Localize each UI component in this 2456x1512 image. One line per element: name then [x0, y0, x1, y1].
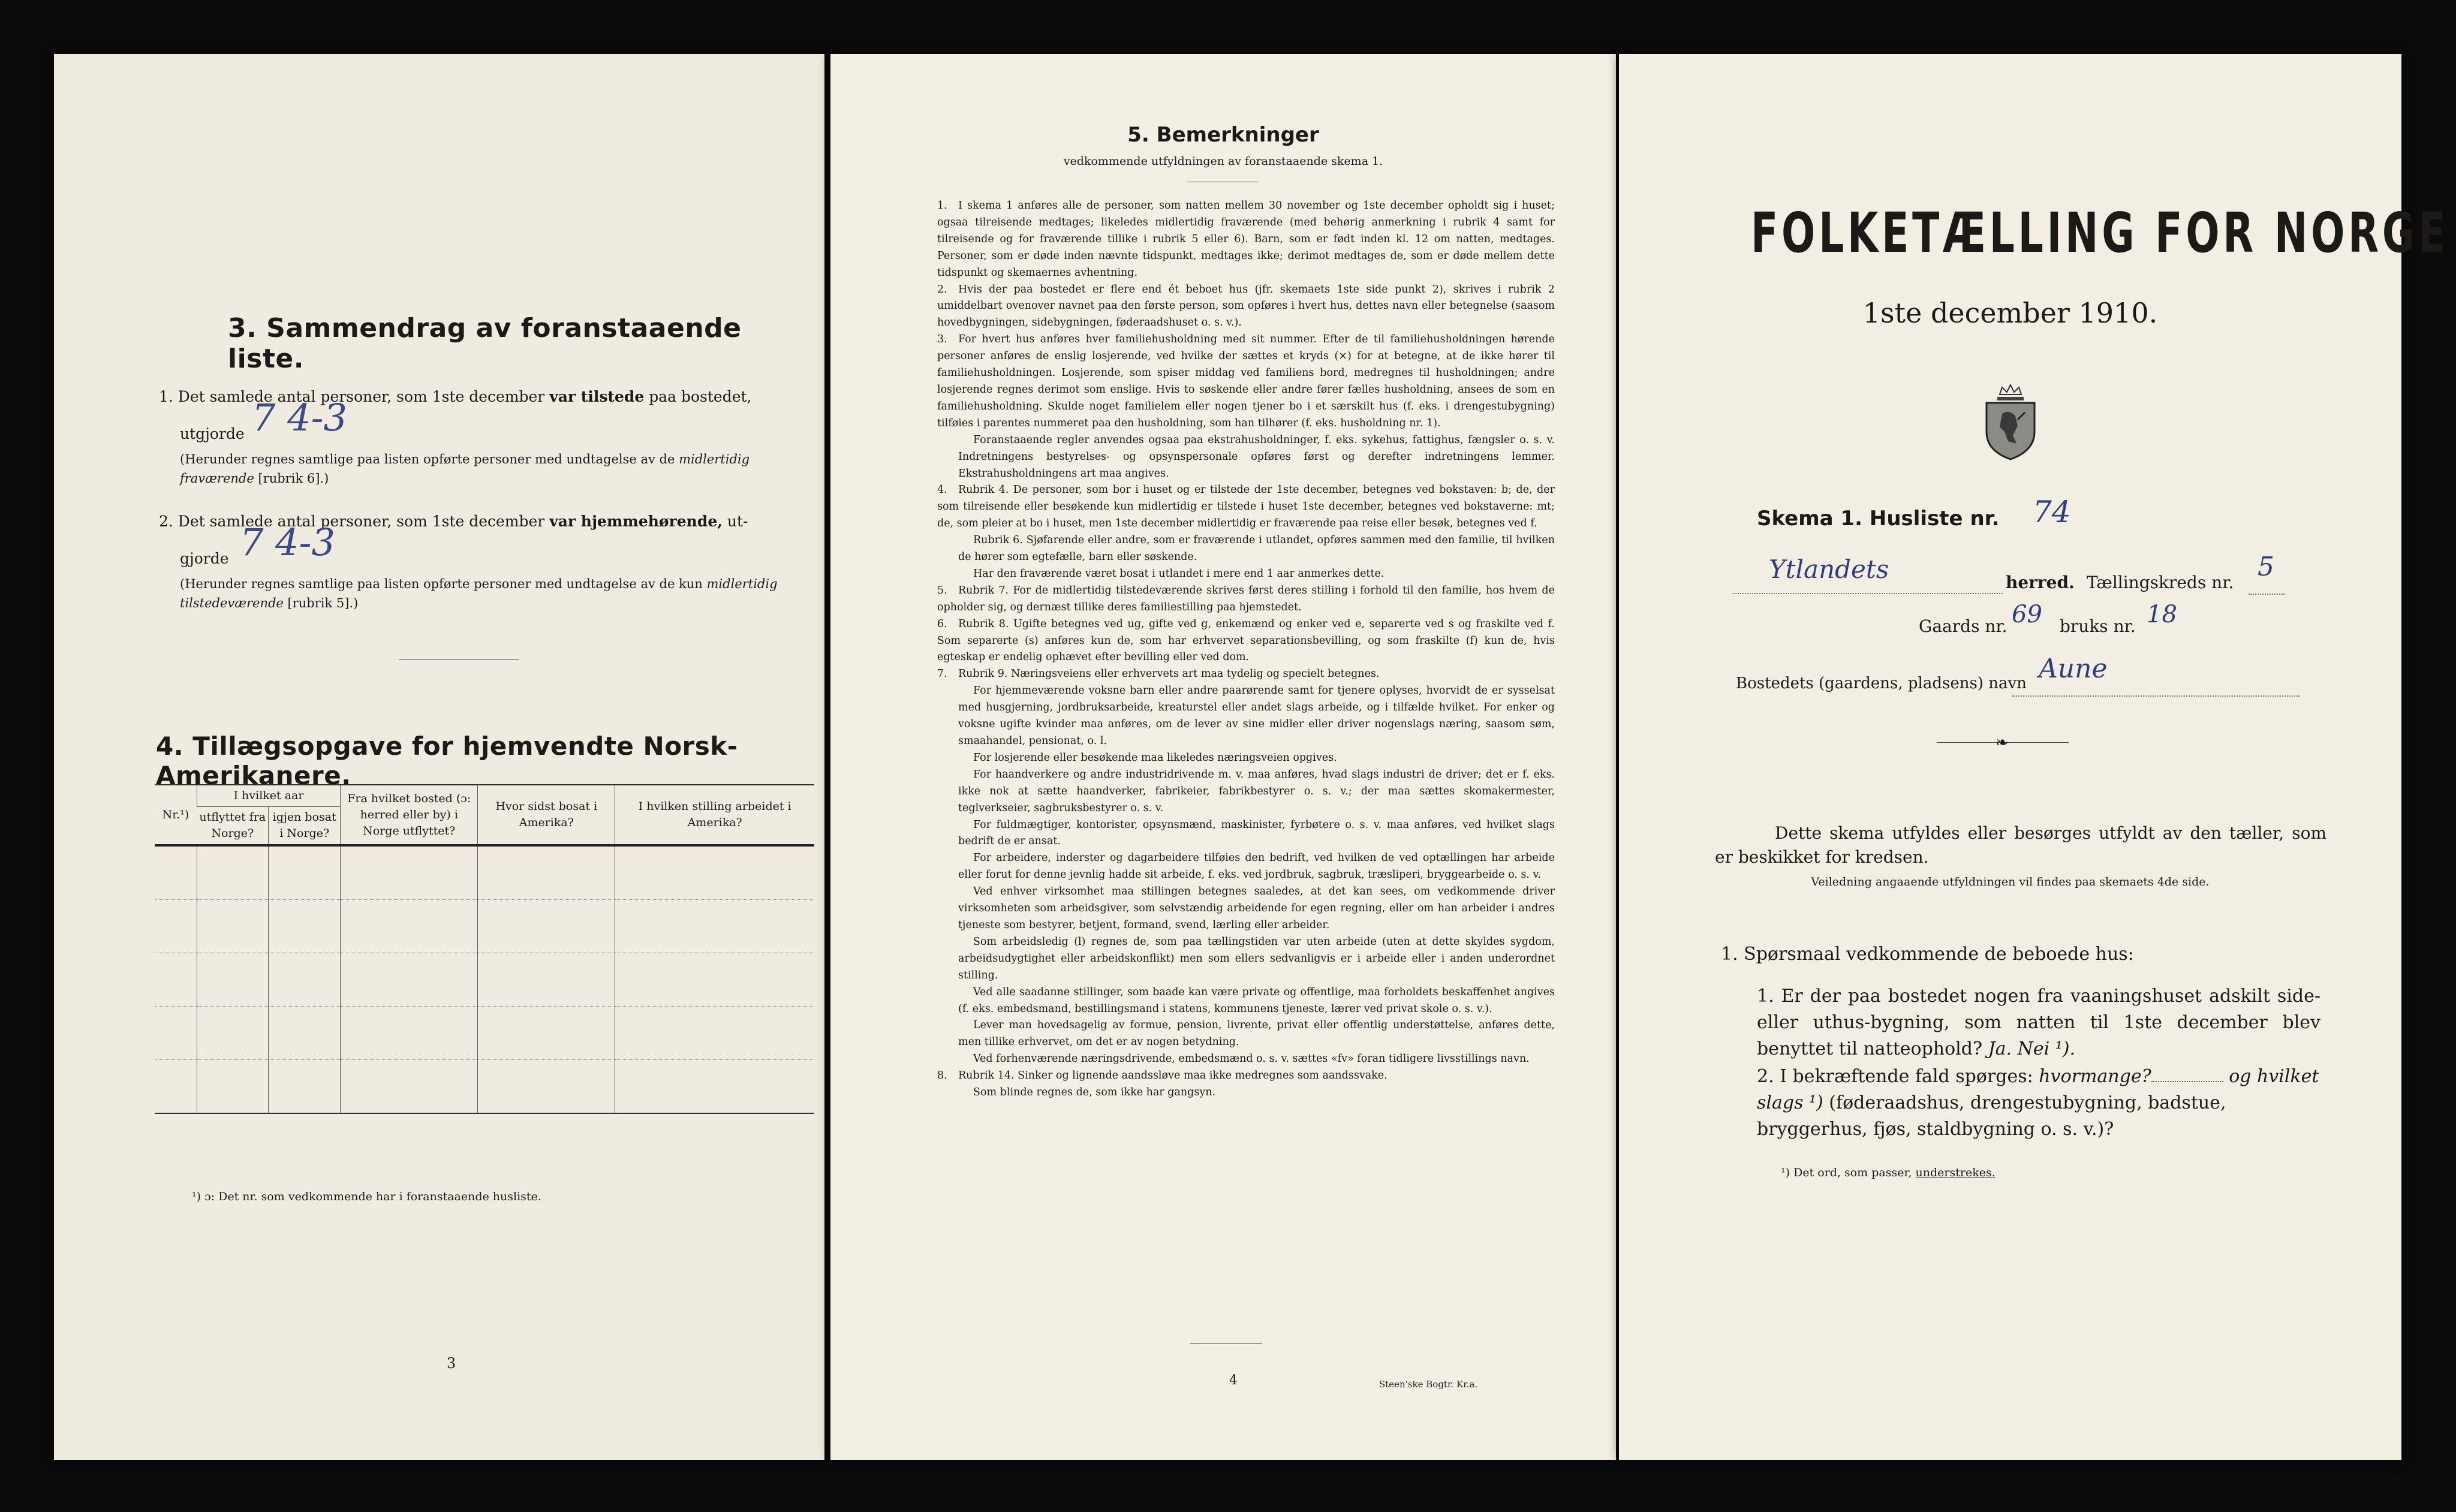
remark-paragraph [937, 984, 1555, 1018]
remark-text: I skema 1 anføres alle de personer, som natten mellem 30 november og 1ste december opholdt sig i huset; ogsaa tilreisende medtages; likeledes midlertidig fraværende (med behørig anmerkning i rubrik 4 samt for tilreisende og for fraværende tillike i rubrik 5 eller 6). Barn, som er født inden kl. 12 om natten, medtages. Personer, som er døde inden nævnte tidspunkt, medtages ikke; derimot medtages de, som er døde mellem dette tidspunkt og skemaernes avhentning. [937, 200, 1555, 279]
gaards-label: Gaards nr. [1919, 616, 2007, 636]
q2-count-field[interactable] [2151, 1081, 2223, 1082]
summary-item-2: 2. Det samlede antal personer, som 1ste december var hjemmehørende, ut- [159, 513, 748, 530]
remark-number: 4. [937, 484, 947, 496]
remark-paragraph [937, 934, 1555, 984]
remark-text: Hvis der paa bostedet er flere end ét beboet hus (jfr. skemaets 1ste side punkt 2), skrives i rubrik 2 umiddelbart ovenover navnet paa den første person, som opføres i hvert hus, dettes navn eller betegnelse (saasom hovedbygningen, sidebygningen, føderaadshuset o. s. v.). [937, 283, 1555, 329]
remark-number: 3. [937, 333, 947, 346]
herred-value: Ytlandets [1769, 555, 1889, 584]
remark-text: Rubrik 6. Sjøfarende eller andre, som er fraværende i utlandet, opføres sammen med den familie, til hvilken de hører som egtefælle, barn eller søskende. [958, 534, 1555, 564]
remark-paragraph [937, 1017, 1555, 1051]
remark-paragraph [937, 616, 1555, 667]
resident-count-handwritten: 7 4-3 [240, 520, 335, 564]
remark-paragraph [937, 532, 1555, 566]
question-1: 1. Er der paa bostedet nogen fra vaaningshuset adskilt side- eller uthus-bygning, som natten til 1ste december blev benyttet til natteophold? Ja. Nei ¹). [1757, 986, 2320, 1059]
page-4-remarks [830, 54, 1616, 1460]
remark-text: Som blinde regnes de, som ikke har gangsyn. [973, 1086, 1216, 1099]
col-emigrated: utflyttet fra Norge? [199, 811, 266, 840]
table-row [155, 1007, 814, 1060]
table-row [155, 845, 814, 900]
remark-text: Ved alle saadanne stillinger, som baade kan være private og offentlige, maa forholdets beskaffenhet angives (f. eks. embedsmand, bestillingsmand i statens, kommunens tjeneste, lærer ved privat skole o. s. v.). [958, 986, 1555, 1015]
ornament-icon: ❧ [1996, 734, 2009, 752]
remark-number: 6. [937, 618, 947, 630]
bruks-value: 18 [2147, 601, 2177, 628]
remark-text: For losjerende eller besøkende maa likeledes næringsveien opgives. [973, 751, 1337, 764]
section-3-title: 3. Sammendrag av foranstaaende liste. [228, 313, 742, 374]
remark-paragraph [937, 1068, 1555, 1085]
remark-text: Rubrik 7. For de midlertidig tilstedeværende skrives først deres stilling i forhold til den familie, hos hvem de opholder sig, og dernæst tillike deres familiestilling paa hjemstedet. [937, 584, 1555, 613]
bruks-label: bruks nr. [2060, 616, 2136, 636]
remark-text: Rubrik 14. Sinker og lignende aandssløve maa ikke medregnes som aandssvake. [958, 1070, 1387, 1082]
remark-text: Foranstaaende regler anvendes ogsaa paa ekstrahusholdninger, f. eks. sykehus, fattighus, fængsler o. s. v. Indretningens bestyrelses- og opsynspersonale opføres først og derefter indretningens lemmer. Ekstrahusholdningens art maa angives. [958, 433, 1555, 480]
remark-paragraph [937, 767, 1555, 817]
col-returned: igjen bosat i Norge? [269, 807, 341, 846]
col-last-residence: Hvor sidst bosat i Amerika? [478, 785, 615, 845]
remark-paragraph [937, 1051, 1555, 1068]
summary-item-1: 1. Det samlede antal personer, som 1ste december var tilstede paa bostedet, [159, 388, 752, 405]
table-row [155, 953, 814, 1007]
col-nr: Nr.¹) [162, 808, 189, 821]
remark-paragraph [937, 750, 1555, 767]
summary-item-2-label: gjorde [180, 550, 229, 567]
question-header: 1. Spørsmaal vedkommende de beboede hus: [1721, 944, 2134, 965]
remark-text: Rubrik 8. Ugifte betegnes ved ug, gifte ved g, enkemænd og enker ved e, separerte ved s og fraskilte ved f. Som separerte (s) anføres kun de, som har erhvervet separationsbevilling, og som fraskilte (f) kun de, hvis egteskap er endelig ophævet efter bevilling eller ved dom. [937, 618, 1555, 664]
remark-text: Lever man hovedsagelig av formue, pension, livrente, privat eller offentlig understøttelse, anføres dette, men tillike erhvervet, om det er av nogen betydning. [958, 1019, 1555, 1049]
section-4-title: 4. Tillægsopgave for hjemvendte Norsk-Amerikanere. [156, 731, 738, 790]
remark-paragraph [937, 482, 1555, 532]
remark-text: Ved forhenværende næringsdrivende, embedsmænd o. s. v. sættes «fv» foran tidligere livsstillings navn. [973, 1053, 1530, 1065]
page-1-cover [1619, 54, 2449, 1460]
table-footnote: ¹) ɔ: Det nr. som vedkommende har i foranstaaende husliste. [192, 1190, 541, 1203]
summary-item-2-note: (Herunder regnes samtlige paa listen opførte personer med undtagelse av de kun midlertidig tilstedeværende [rubrik 5].) [180, 577, 778, 610]
remarks-title: 5. Bemerkninger [1127, 123, 1319, 147]
printer-mark: Steen'ske Bogtr. Kr.a. [1379, 1379, 1478, 1390]
remark-paragraph [937, 683, 1555, 750]
col-from-where: Fra hvilket bosted (ɔ: herred eller by) i Norge utflyttet? [341, 785, 478, 845]
summary-item-1-note: (Herunder regnes samtlige paa listen opførte personer med undtagelse av de midlertidig fraværende [rubrik 6].) [180, 452, 750, 486]
cover-footnote: ¹) Det ord, som passer, understrekes. [1781, 1166, 1996, 1179]
page-3-summary [54, 54, 824, 1460]
bosted-value: Aune [2039, 653, 2108, 684]
remarks-list [937, 198, 1555, 1101]
remark-text: For arbeidere, inderster og dagarbeidere tilføies den bedrift, ved hvilken de ved optællingen har arbeide eller forut for denne jevnlig hadde sit arbeide, f. eks. ved jordbruk, sagbruk, træsliperi, bryggearbeide o. s. v. [958, 852, 1555, 881]
guidance-note: Veiledning angaaende utfyldningen vil findes paa skemaets 4de side. [1811, 875, 2210, 888]
kreds-label: Tællingskreds nr. [2087, 573, 2234, 592]
remark-paragraph [937, 583, 1555, 616]
remark-paragraph [937, 1085, 1555, 1101]
remark-text: Rubrik 9. Næringsveiens eller erhvervets art maa tydelig og specielt betegnes. [958, 668, 1380, 680]
remark-text: Som arbeidsledig (l) regnes de, som paa tællingstiden var uten arbeide (uten at dette skyldes sygdom, arbeidsudygtighet eller arbeidskonflikt) men som ellers sedvanligvis er i arbeide eller i anden underordnet stilling. [958, 935, 1555, 981]
remark-paragraph [937, 198, 1555, 282]
bosted-label: Bostedets (gaardens, pladsens) navn [1736, 674, 2027, 692]
col-year-group: I hvilket aar [197, 785, 340, 807]
q1-answer-options[interactable]: Ja. Nei ¹). [1988, 1038, 2076, 1059]
census-title: FOLKETÆLLING FOR NORGE [1751, 201, 2449, 265]
page-number: 3 [447, 1355, 456, 1372]
remark-number: 2. [937, 283, 947, 296]
remark-paragraph [937, 884, 1555, 934]
remark-number: 5. [937, 584, 947, 597]
remark-text: Rubrik 4. De personer, som bor i huset og er tilstede der 1ste december, betegnes ved bokstaven: b; de, der som tilreisende eller besøkende kun midlertidig er tilstede i huset 1ste december, betegnes ved bokstaverne: mt; de, som pleier at bo i huset, men 1ste december midlertidig er fraværende paa reise eller besøk, betegnes ved f. [937, 484, 1555, 530]
norwegian-american-table [155, 784, 814, 1114]
remark-number: 7. [937, 668, 947, 680]
remark-number: 8. [937, 1070, 947, 1082]
summary-item-1-label: utgjorde [180, 425, 245, 442]
remark-text: Har den fraværende været bosat i utlandet i mere end 1 aar anmerkes dette. [973, 567, 1384, 580]
schema-label: Skema 1. Husliste nr. [1757, 507, 2000, 531]
table-row [155, 1060, 814, 1114]
gaards-value: 69 [2012, 601, 2042, 628]
present-count-handwritten: 7 4-3 [252, 396, 347, 439]
remark-paragraph [937, 817, 1555, 851]
remark-text: For fuldmægtiger, kontorister, opsynsmænd, maskinister, fyrbøtere o. s. v. maa anføres, ved hvilket slags bedrift de er ansat. [958, 818, 1555, 848]
census-date: 1ste december 1910. [1862, 297, 2158, 329]
table-row [155, 900, 814, 953]
remark-paragraph [937, 332, 1555, 432]
remark-text: For hvert hus anføres hver familiehusholdning med sit nummer. Efter de til familiehusholdningen hørende personer anføres de enslig losjerende, ved hvilke der sættes et kryds (×) for at betegne, at de ikke hører til familiehusholdningen. Losjerende, som spiser middag ved familiens bord, medregnes til husholdningen; andre losjerende regnes derimot som enslige. Hvis to søskende eller andre fører fælles husholdning, ansees de som en familiehusholdning. Skulde noget familielem eller nogen tjener bo i et særskilt hus (f. eks. i drengestubygning) tilføies i parentes nummeret paa den husholdning, som han tilhører (f. eks. husholdning nr. 1). [937, 333, 1555, 429]
husliste-number: 74 [2033, 495, 2071, 529]
herred-label: herred. [2006, 573, 2075, 592]
remark-paragraph [937, 666, 1555, 683]
coat-of-arms-icon [1982, 384, 2039, 462]
remark-paragraph [937, 432, 1555, 483]
kreds-value: 5 [2258, 552, 2274, 582]
remark-paragraph [937, 566, 1555, 583]
remark-paragraph [937, 282, 1555, 332]
col-occupation: I hvilken stilling arbeidet i Amerika? [615, 785, 814, 845]
remark-text: For haandverkere og andre industridrivende m. v. maa anføres, hvad slags industri de driver; det er f. eks. ikke nok at sætte haandverker, fabrikeier, fabrikbestyrer o. s. v.; der maa sættes skomakermester, teglverkseier, sagbruksbestyrer o. s. v. [958, 768, 1555, 814]
page-number: 4 [1229, 1373, 1238, 1388]
remarks-subtitle: vedkommende utfyldningen av foranstaaende skema 1. [1063, 155, 1383, 168]
remark-paragraph [937, 850, 1555, 884]
remark-number: 1. [937, 200, 947, 212]
question-2: 2. I bekræftende fald spørges: hvormange? og hvilket slags ¹) (føderaadshus, drengestubygning, badstue, bryggerhus, fjøs, staldbygning o. s. v.)? [1757, 1066, 2319, 1140]
divider [1190, 1343, 1262, 1344]
remark-text: Ved enhver virksomhet maa stillingen betegnes saaledes, at det kan sees, om vedkommende driver virksomheten som arbeidsgiver, som selvstændig arbeidende for egen regning, eller om han arbeider i andres tjeneste som bestyrer, betjent, formand, svend, lærling eller arbeider. [958, 885, 1555, 931]
instruction-text: Dette skema utfyldes eller besørges utfyldt av den tæller, som er beskikket for kredsen. [1715, 823, 2326, 867]
remark-text: For hjemmeværende voksne barn eller andre paarørende samt for tjenere oplyses, hvorvidt de er sysselsat med husgjerning, jordbruksarbeide, kreaturstel eller andet slags arbeide, og i tilfælde hvilket. For enker og voksne ugifte kvinder maa anføres, om de lever av sine midler eller driver nogenslags næring, saasom søm, smaahandel, pensionat, o. l. [958, 685, 1555, 747]
divider [399, 659, 519, 660]
